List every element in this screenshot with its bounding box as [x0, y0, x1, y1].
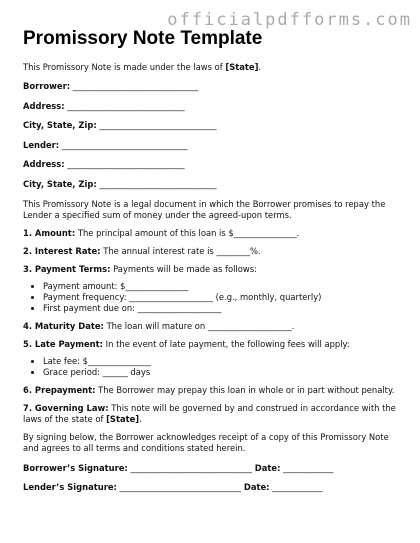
section-interest-text: The annual interest rate is ________%. [100, 245, 261, 256]
section-payment-terms-text: Payments will be made as follows: [110, 264, 257, 275]
borrower-address-blank: ____________________________ [64, 100, 185, 111]
section-maturity-text: The loan will mature on ____________________. [103, 320, 295, 331]
lender-signature-line [23, 482, 403, 493]
lender-signature-label: Lender’s Signature: [23, 482, 117, 493]
borrower-city-blank: ____________________________ [96, 120, 217, 131]
lender-signature-blank: _____________________________ [116, 482, 241, 493]
borrower-label: Borrower: [23, 81, 71, 92]
section-governing-law-text: This note will be governed by and construed in accordance with the laws of the state of [23, 403, 396, 425]
borrower-city-field [23, 120, 403, 131]
section-governing-law: 7. Governing Law: This note will be governed by and construed in accordance with the laws of the state of [State]. [23, 403, 396, 425]
document-title: Promissory Note Template [23, 28, 263, 49]
borrower-field [23, 81, 403, 92]
lender-blank: ______________________________ [59, 139, 188, 150]
acknowledgement-paragraph: By signing below, the Borrower acknowledges receipt of a copy of this Promissory Note and agrees to all terms and conditions stated herein. [23, 432, 389, 454]
borrower-date-blank: ____________ [280, 463, 334, 474]
lender-address-label: Address: [23, 159, 65, 170]
borrower-address-field [23, 101, 403, 112]
lender-address-field [23, 159, 403, 170]
site-watermark: officialpdfforms.com [167, 10, 412, 30]
borrower-date-label: Date: [251, 463, 281, 474]
section-maturity [23, 321, 403, 332]
section-late-payment-label: 5. Late Payment: [23, 338, 103, 349]
section-prepayment-label: 6. Prepayment: [23, 384, 96, 395]
borrower-signature-blank: _____________________________ [127, 463, 252, 474]
section-amount-text: The principal amount of this loan is $_______________. [75, 227, 300, 238]
section-interest [23, 246, 403, 257]
lender-date-label: Date: [240, 482, 270, 493]
lender-address-blank: ____________________________ [64, 159, 185, 170]
lender-label: Lender: [23, 139, 60, 150]
lender-city-field [23, 179, 403, 190]
borrower-signature-line [23, 463, 403, 474]
section-late-payment [23, 339, 403, 350]
section-amount-label: 1. Amount: [23, 227, 76, 238]
late-payment-list [23, 356, 403, 378]
borrower-city-label: City, State, Zip: [23, 120, 97, 131]
section-governing-law-label: 7. Governing Law: [23, 403, 109, 414]
promissory-note-document [23, 28, 403, 502]
list-item: • Grace period: ______ days [43, 367, 403, 378]
section-interest-label: 2. Interest Rate: [23, 245, 101, 256]
intro-paragraph: This Promissory Note is made under the laws of [State]. [23, 62, 262, 72]
section-maturity-label: 4. Maturity Date: [23, 320, 104, 331]
borrower-address-label: Address: [23, 100, 65, 111]
section-payment-terms-label: 3. Payment Terms: [23, 264, 111, 275]
lender-city-blank: ____________________________ [96, 179, 217, 190]
payment-terms-list [23, 281, 403, 314]
section-late-payment-text: In the event of late payment, the following fees will apply: [103, 338, 350, 349]
list-item: • Payment frequency: ____________________ (e.g., monthly, quarterly) [43, 292, 403, 303]
list-item: • First payment due on: ____________________ [43, 303, 403, 314]
governing-law-state-placeholder: [State] [106, 414, 140, 425]
lender-date-blank: ____________ [269, 482, 323, 493]
list-item: • Payment amount: $_______________ [43, 281, 403, 292]
section-prepayment [23, 385, 403, 396]
lender-city-label: City, State, Zip: [23, 179, 97, 190]
section-amount [23, 228, 403, 239]
list-item: • Late fee: $_______________ [43, 356, 403, 367]
lender-field [23, 140, 403, 151]
purpose-paragraph: This Promissory Note is a legal document in which the Borrower promises to repay the Lender a specified sum of money under the agreed-upon terms. [23, 198, 386, 220]
section-payment-terms [23, 264, 403, 275]
intro-state-placeholder: [State] [225, 62, 259, 72]
borrower-signature-label: Borrower’s Signature: [23, 463, 128, 474]
section-prepayment-text: The Borrower may prepay this loan in whole or in part without penalty. [95, 384, 395, 395]
borrower-blank: ______________________________ [70, 81, 199, 92]
